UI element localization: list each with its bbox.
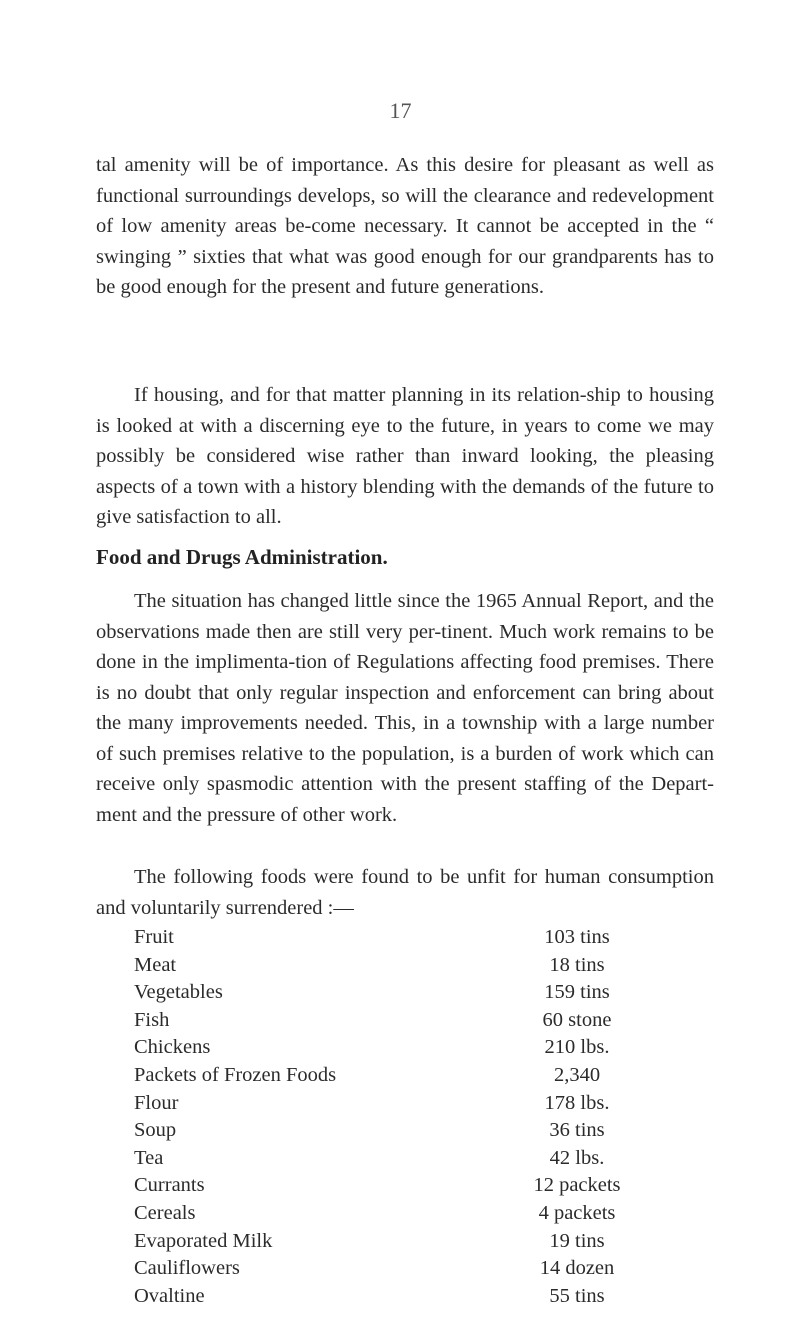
table-row xyxy=(134,1200,652,1228)
food-quantity: 4 packets xyxy=(538,1201,616,1224)
food-quantity: 12 packets xyxy=(533,1174,621,1197)
table-row xyxy=(134,1034,652,1062)
table-row xyxy=(134,1145,652,1173)
food-quantity: 60 stone xyxy=(542,1008,612,1031)
table-row xyxy=(134,1255,652,1283)
food-name: Fish xyxy=(134,1008,170,1031)
table-row xyxy=(134,1007,652,1035)
table-row xyxy=(134,1062,652,1090)
table-row xyxy=(134,1228,652,1256)
food-name: Cauliflowers xyxy=(134,1257,240,1280)
food-quantity: 103 tins xyxy=(544,926,610,948)
table-row xyxy=(134,1283,652,1311)
food-name: Ovaltine xyxy=(134,1284,205,1307)
food-quantity: 42 lbs. xyxy=(549,1146,605,1169)
table-row xyxy=(134,979,652,1007)
food-name: Currants xyxy=(134,1174,205,1197)
table-row xyxy=(134,1117,652,1145)
food-quantity: 159 tins xyxy=(544,981,610,1004)
food-quantity: 178 lbs. xyxy=(544,1091,610,1114)
food-name: Fruit xyxy=(134,926,174,948)
food-name: Cereals xyxy=(134,1201,196,1224)
food-quantity: 55 tins xyxy=(549,1284,605,1307)
food-name: Evaporated Milk xyxy=(134,1229,273,1252)
table-row xyxy=(134,924,652,952)
paragraph-situation: The situation has changed little since the 1965 Annual Report, and the observations made then are still very per-tinent. Much work remains to be done in the implimenta-tion of Regulations affecting food premises. There is no doubt that only regular inspection and enforcement can bring about the many improvements needed. This, in a township with a large number of such premises relative to the population, is a burden of work which can receive only spasmodic attention with the present staffing of the Depart-ment and the pressure of other work. xyxy=(96,590,714,826)
table-row xyxy=(134,1090,652,1118)
food-name: Vegetables xyxy=(134,981,223,1004)
food-quantity: 19 tins xyxy=(549,1229,605,1252)
food-name: Soup xyxy=(134,1119,177,1142)
paragraph-foods-intro: The following foods were found to be unfit for human consumption and voluntarily surrendered :— xyxy=(96,866,714,919)
paragraph-housing: If housing, and for that matter planning in its relation-ship to housing is looked at with a discerning eye to the future, in years to come we may possibly be considered wise rather than inward looking, the pleasing aspects of a town with a history blending with the demands of the future to give satisfaction to all. xyxy=(96,384,714,528)
table-row xyxy=(134,1172,652,1200)
food-quantity: 14 dozen xyxy=(539,1257,615,1280)
table-row xyxy=(134,952,652,980)
food-name: Chickens xyxy=(134,1036,211,1059)
food-quantity: 210 lbs. xyxy=(544,1036,610,1059)
food-table xyxy=(134,924,652,1310)
food-quantity: 2,340 xyxy=(553,1063,601,1086)
food-quantity: 36 tins xyxy=(549,1119,605,1142)
food-name: Tea xyxy=(134,1146,164,1169)
food-name: Flour xyxy=(134,1091,179,1114)
food-name: Meat xyxy=(134,953,177,976)
page-number: 17 xyxy=(389,98,412,123)
food-quantity: 18 tins xyxy=(549,953,605,976)
food-name: Packets of Frozen Foods xyxy=(134,1063,337,1086)
paragraph-amenity: tal amenity will be of importance. As this desire for pleasant as well as functional surroundings develops, so will the clearance and redevelopment of low amenity areas be-come necessary. It cannot be accepted in the “ swinging ” sixties that what was good enough for our grandparents has to be good enough for the present and future generations. xyxy=(96,154,714,298)
section-heading: Food and Drugs Administration. xyxy=(96,545,388,569)
